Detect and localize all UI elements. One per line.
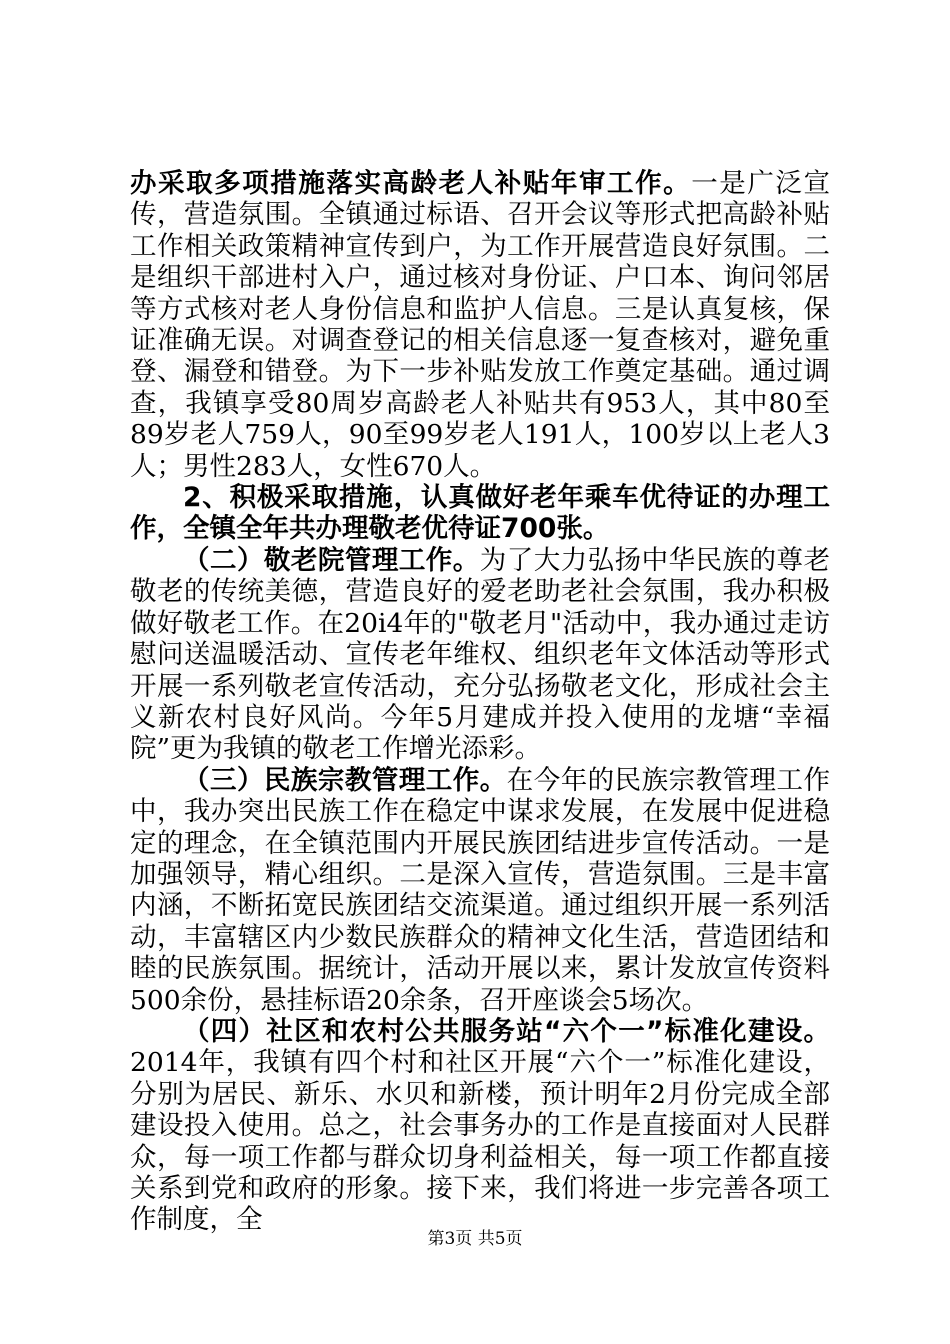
paragraph-lead: （三）民族宗教管理工作。: [183, 764, 507, 796]
paragraph-nursing-home: [130, 545, 830, 765]
paragraph-elderly-subsidy: [130, 168, 830, 482]
paragraph-service-station: [130, 1016, 830, 1236]
paragraph-text: 2014年，我镇有四个村和社区开展“六个一”标准化建设，分别为居民、新乐、水贝和新楼，预计明年2月份完成全部建设投入使用。总之，社会事务办的工作是直接面对人民群众，每一项工作都与群众切身利益相关，每一项工作都直接关系到党和政府的形象。接下来，我们将进一步完善各项工作制度，全: [130, 1047, 830, 1236]
page-total: 共5页: [477, 1229, 523, 1249]
paragraph-lead: （四）社区和农村公共服务站“六个一”标准化建设。: [183, 1015, 830, 1047]
paragraph-travel-card: [130, 482, 830, 545]
page-number: 第3页: [427, 1229, 473, 1249]
paragraph-ethnic-religion: [130, 765, 830, 1016]
paragraph-text: 一是广泛宣传，营造氛围。全镇通过标语、召开会议等形式把高龄补贴工作相关政策精神宣传到户，为工作开展营造良好氛围。二是组织干部进村入户，通过核对身份证、户口本、询问邻居等方式核对老人身份信息和监护人信息。三是认真复核，保证准确无误。对调查登记的相关信息逐一复查核对，避免重登、漏登和错登。为下一步补贴发放工作奠定基础。通过调查，我镇享受80周岁高龄老人补贴共有953人，其中80至89岁老人759人，90至99岁老人191人，100岁以上老人3人；男性283人，女性670人。: [130, 168, 830, 482]
paragraph-lead: 2、积极采取措施，认真做好老年乘车优待证的办理工作，全镇全年共办理敬老优待证700张。: [130, 482, 830, 545]
paragraph-lead: 办采取多项措施落实高龄老人补贴年审工作。: [130, 168, 692, 199]
page-footer: [0, 1224, 950, 1249]
paragraph-text: 为了大力弘扬中华民族的尊老敬老的传统美德，营造良好的爱老助老社会氛围，我办积极做好敬老工作。在20i4年的"敬老月"活动中，我办通过走访慰问送温暖活动、宣传老年维权、组织老年文体活动等形式开展一系列敬老宣传活动，充分弘扬敬老文化，形成社会主义新农村良好风尚。今年5月建成并投入使用的龙塘“幸福院”更为我镇的敬老工作增光添彩。: [130, 544, 831, 765]
document-body: [130, 168, 830, 1236]
paragraph-text: 在今年的民族宗教管理工作中，我办突出民族工作在稳定中谋求发展，在发展中促进稳定的理念，在全镇范围内开展民族团结进步宣传活动。一是加强领导，精心组织。二是深入宣传，营造氛围。三是丰富内涵，不断拓宽民族团结交流渠道。通过组织开展一系列活动，丰富辖区内少数民族群众的精神文化生活，营造团结和睦的民族氛围。据统计，活动开展以来，累计发放宣传资料500余份，悬挂标语20余条，召开座谈会5场次。: [130, 764, 831, 1016]
paragraph-lead: （二）敬老院管理工作。: [183, 544, 480, 576]
